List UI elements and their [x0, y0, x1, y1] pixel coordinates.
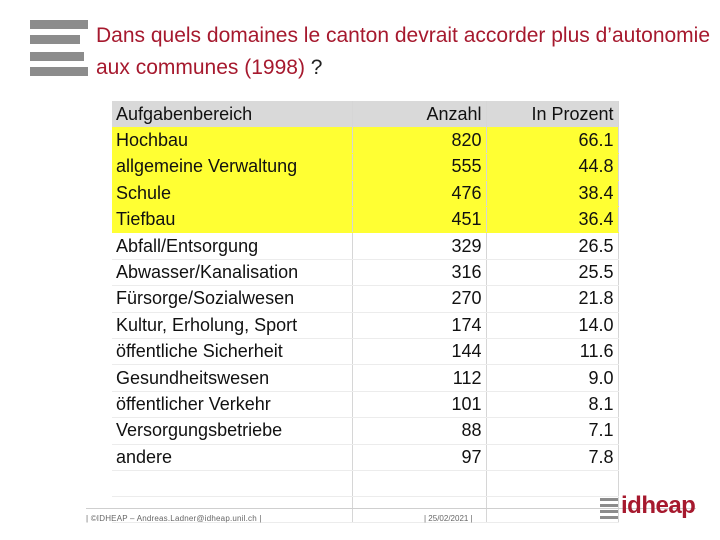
table-header-row — [112, 101, 618, 127]
cell-area: Fürsorge/Sozialwesen — [112, 286, 352, 312]
cell-count: 329 — [352, 233, 486, 259]
cell-percent: 36.4 — [486, 207, 618, 233]
empty-row — [112, 470, 618, 496]
empty-cell — [352, 470, 486, 496]
table-body — [112, 127, 618, 522]
cell-area: Schule — [112, 180, 352, 206]
cell-count: 451 — [352, 207, 486, 233]
empty-cell — [486, 496, 618, 522]
cell-count: 555 — [352, 154, 486, 180]
cell-count: 174 — [352, 312, 486, 338]
cell-percent: 66.1 — [486, 127, 618, 153]
table-row — [112, 444, 618, 470]
cell-percent: 14.0 — [486, 312, 618, 338]
cell-percent: 7.1 — [486, 418, 618, 444]
cell-count: 316 — [352, 259, 486, 285]
cell-count: 820 — [352, 127, 486, 153]
table-row — [112, 391, 618, 417]
results-table — [112, 101, 619, 523]
cell-area: Abwasser/Kanalisation — [112, 259, 352, 285]
cell-area: Hochbau — [112, 127, 352, 153]
table-row — [112, 233, 618, 259]
cell-area: Kultur, Erholung, Sport — [112, 312, 352, 338]
table-row — [112, 259, 618, 285]
table-row — [112, 365, 618, 391]
idheap-bars-logo — [30, 20, 88, 76]
cell-area: andere — [112, 444, 352, 470]
table-row — [112, 339, 618, 365]
idheap-brand-logo — [600, 492, 696, 522]
cell-percent: 9.0 — [486, 365, 618, 391]
cell-percent: 25.5 — [486, 259, 618, 285]
slide-title-question-mark: ? — [304, 56, 323, 79]
cell-area: Abfall/Entsorgung — [112, 233, 352, 259]
cell-percent: 11.6 — [486, 339, 618, 365]
cell-percent: 21.8 — [486, 286, 618, 312]
cell-count: 112 — [352, 365, 486, 391]
table-row — [112, 286, 618, 312]
cell-percent: 8.1 — [486, 391, 618, 417]
cell-percent: 26.5 — [486, 233, 618, 259]
cell-count: 101 — [352, 391, 486, 417]
cell-percent: 44.8 — [486, 154, 618, 180]
slide-title-text: Dans quels domaines le canton devrait accorder plus d’autonomie aux communes (1998) — [96, 24, 711, 79]
slide-title — [96, 20, 716, 84]
column-header-area: Aufgabenbereich — [112, 101, 352, 127]
column-header-percent: In Prozent — [486, 101, 618, 127]
cell-count: 144 — [352, 339, 486, 365]
cell-count: 88 — [352, 418, 486, 444]
table-row — [112, 312, 618, 338]
cell-area: Gesundheitswesen — [112, 365, 352, 391]
brand-wordmark: idheap — [621, 492, 696, 519]
table-row — [112, 154, 618, 180]
cell-percent: 7.8 — [486, 444, 618, 470]
cell-area: öffentliche Sicherheit — [112, 339, 352, 365]
empty-cell — [112, 470, 352, 496]
cell-count: 97 — [352, 444, 486, 470]
column-header-count: Anzahl — [352, 101, 486, 127]
footer-credit: | ©IDHEAP – Andreas.Ladner@idheap.unil.ch | — [86, 514, 262, 523]
table-row — [112, 127, 618, 153]
cell-area: allgemeine Verwaltung — [112, 154, 352, 180]
cell-area: öffentlicher Verkehr — [112, 391, 352, 417]
cell-count: 270 — [352, 286, 486, 312]
cell-area: Tiefbau — [112, 207, 352, 233]
cell-area: Versorgungsbetriebe — [112, 418, 352, 444]
table-row — [112, 180, 618, 206]
table-row — [112, 207, 618, 233]
footer-date: | 25/02/2021 | — [424, 514, 473, 523]
cell-count: 476 — [352, 180, 486, 206]
empty-cell — [486, 470, 618, 496]
table-row — [112, 418, 618, 444]
cell-percent: 38.4 — [486, 180, 618, 206]
